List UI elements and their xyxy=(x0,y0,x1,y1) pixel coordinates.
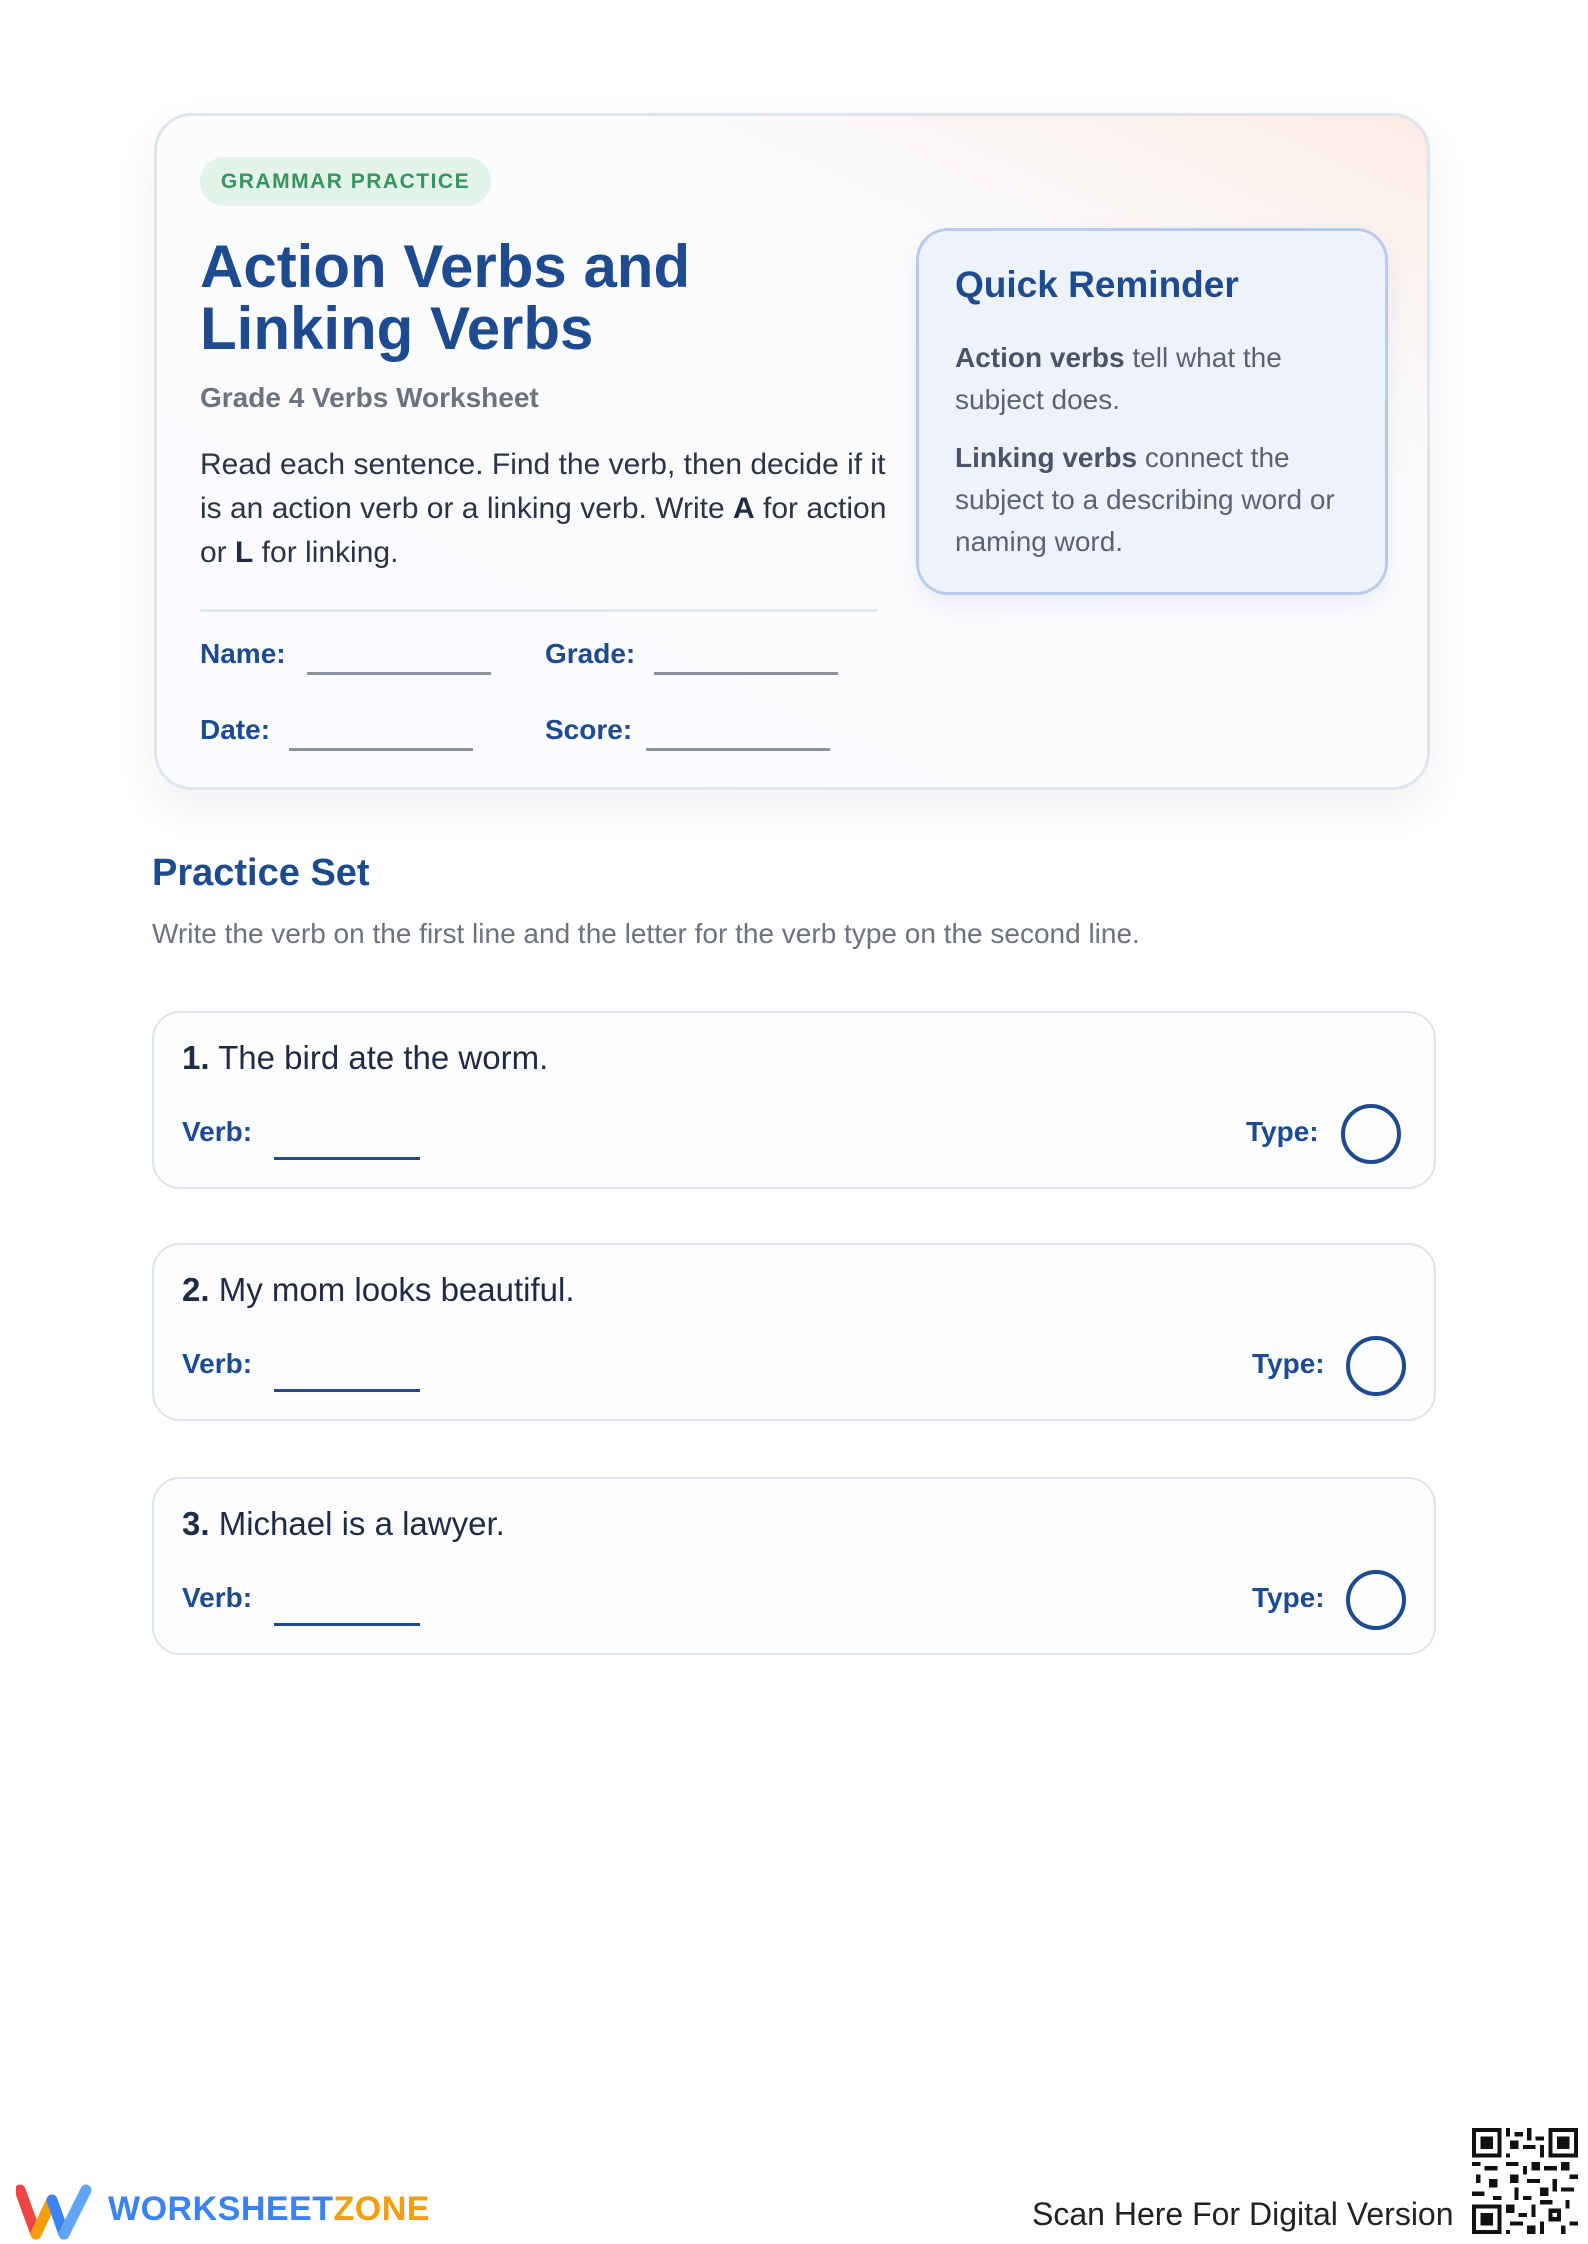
verb-label: Verb: xyxy=(182,1582,253,1613)
question-card-3 xyxy=(152,1477,1436,1655)
reminder-linking: Linking verbs connect the subject to a describing word or naming word. xyxy=(955,442,1335,557)
verb-answer-line[interactable] xyxy=(274,1157,420,1160)
score-label: Score: xyxy=(545,714,633,745)
type-label: Type: xyxy=(1252,1348,1325,1379)
category-badge: GRAMMAR PRACTICE xyxy=(200,157,491,206)
qr-code-icon[interactable] xyxy=(1472,2128,1578,2234)
brand-name: WORKSHEETZONE xyxy=(108,2190,430,2228)
scan-text: Scan Here For Digital Version xyxy=(1032,2196,1454,2232)
question-card-1 xyxy=(152,1011,1436,1189)
question-card-2 xyxy=(152,1243,1436,1421)
grade-field[interactable] xyxy=(654,672,838,675)
type-answer-circle[interactable] xyxy=(1346,1336,1406,1396)
type-label: Type: xyxy=(1252,1582,1325,1613)
worksheet-subtitle: Grade 4 Verbs Worksheet xyxy=(200,382,539,413)
worksheetzone-logo-icon xyxy=(16,2184,92,2240)
type-answer-circle[interactable] xyxy=(1341,1104,1401,1164)
date-label: Date: xyxy=(200,714,271,745)
date-field[interactable] xyxy=(289,748,473,751)
verb-answer-line[interactable] xyxy=(274,1623,420,1626)
reminder-action: Action verbs tell what the subject does. xyxy=(955,342,1282,415)
instructions: Read each sentence. Find the verb, then decide if it is an action verb or a linking verb. Write A for action or L for linking. xyxy=(200,448,887,569)
score-field[interactable] xyxy=(646,748,830,751)
verb-answer-line[interactable] xyxy=(274,1389,420,1392)
name-field[interactable] xyxy=(307,672,491,675)
practice-title: Practice Set xyxy=(152,852,370,894)
grade-label: Grade: xyxy=(545,638,636,669)
type-answer-circle[interactable] xyxy=(1346,1570,1406,1630)
question-text: 3. Michael is a lawyer. xyxy=(182,1505,505,1542)
name-label: Name: xyxy=(200,638,286,669)
worksheet-title: Action Verbs and Linking Verbs xyxy=(200,233,691,362)
practice-subtitle: Write the verb on the first line and the letter for the verb type on the second line. xyxy=(152,918,1140,949)
reminder-title: Quick Reminder xyxy=(955,264,1239,305)
question-text: 2. My mom looks beautiful. xyxy=(182,1271,575,1308)
question-text: 1. The bird ate the worm. xyxy=(182,1039,549,1076)
verb-label: Verb: xyxy=(182,1116,253,1147)
verb-label: Verb: xyxy=(182,1348,253,1379)
type-label: Type: xyxy=(1246,1116,1319,1147)
divider xyxy=(200,609,878,612)
